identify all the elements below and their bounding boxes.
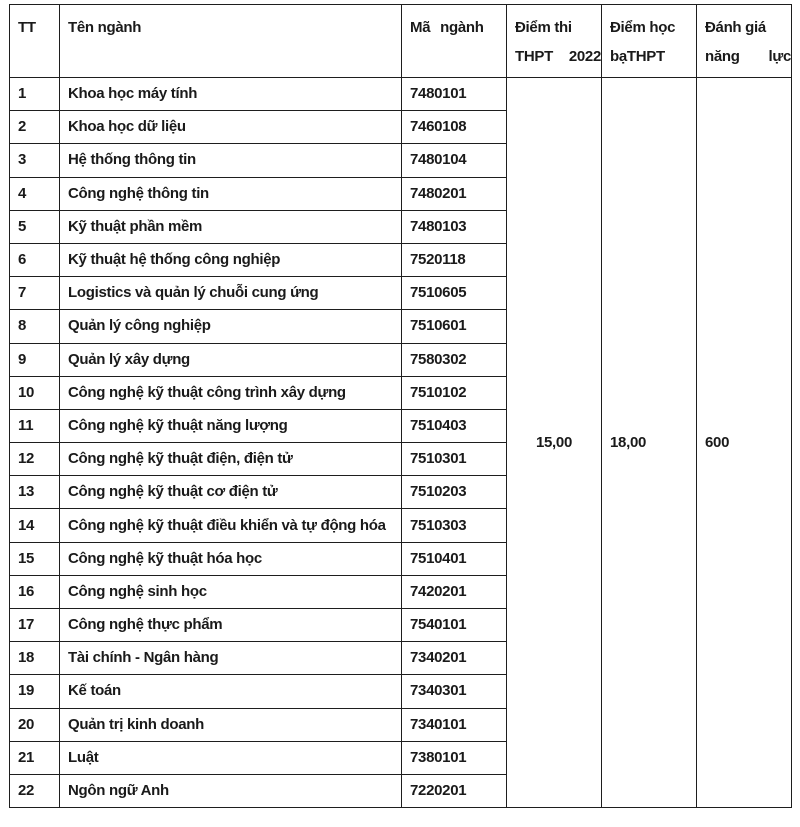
- row-tt: 17: [10, 609, 60, 642]
- header-row: [10, 5, 792, 78]
- row-tt: 2: [10, 111, 60, 144]
- row-major-name: Kỹ thuật phần mềm: [60, 210, 402, 243]
- row-major-code: 7340201: [402, 642, 507, 675]
- row-major-name: Hệ thống thông tin: [60, 144, 402, 177]
- row-major-code: 7510601: [402, 310, 507, 343]
- row-major-name: Ngôn ngữ Anh: [60, 774, 402, 807]
- header-tt: TT: [10, 5, 60, 78]
- row-major-code: 7480104: [402, 144, 507, 177]
- admission-scores-table: [9, 4, 792, 808]
- row-major-code: 7520118: [402, 243, 507, 276]
- row-tt: 11: [10, 409, 60, 442]
- row-tt: 15: [10, 542, 60, 575]
- row-tt: 22: [10, 774, 60, 807]
- score-thpt: 15,00: [507, 78, 602, 808]
- row-major-name: Công nghệ kỹ thuật cơ điện tử: [60, 476, 402, 509]
- row-major-name: Quản lý công nghiệp: [60, 310, 402, 343]
- row-tt: 3: [10, 144, 60, 177]
- row-tt: 8: [10, 310, 60, 343]
- row-major-name: Công nghệ kỹ thuật công trình xây dựng: [60, 376, 402, 409]
- row-tt: 4: [10, 177, 60, 210]
- row-major-name: Quản lý xây dựng: [60, 343, 402, 376]
- row-tt: 14: [10, 509, 60, 542]
- row-major-code: 7480103: [402, 210, 507, 243]
- table-row: [10, 78, 792, 111]
- row-major-name: Công nghệ thông tin: [60, 177, 402, 210]
- row-major-name: Công nghệ kỹ thuật hóa học: [60, 542, 402, 575]
- row-tt: 9: [10, 343, 60, 376]
- header-hocba-score: Điểm học bạTHPT: [602, 5, 697, 78]
- row-tt: 19: [10, 675, 60, 708]
- header-name: Tên ngành: [60, 5, 402, 78]
- row-tt: 7: [10, 277, 60, 310]
- row-tt: 6: [10, 243, 60, 276]
- row-major-name: Khoa học dữ liệu: [60, 111, 402, 144]
- row-major-code: 7510301: [402, 443, 507, 476]
- row-major-code: 7420201: [402, 575, 507, 608]
- row-major-code: 7510605: [402, 277, 507, 310]
- row-tt: 16: [10, 575, 60, 608]
- row-major-code: 7580302: [402, 343, 507, 376]
- row-tt: 12: [10, 443, 60, 476]
- row-major-name: Công nghệ kỹ thuật năng lượng: [60, 409, 402, 442]
- row-major-code: 7220201: [402, 774, 507, 807]
- row-tt: 1: [10, 78, 60, 111]
- row-major-name: Công nghệ kỹ thuật điều khiển và tự động hóa: [60, 509, 402, 542]
- row-tt: 18: [10, 642, 60, 675]
- row-tt: 10: [10, 376, 60, 409]
- row-major-name: Công nghệ kỹ thuật điện, điện tử: [60, 443, 402, 476]
- header-thpt-score: Điểm thi THPT 2022: [507, 5, 602, 78]
- row-major-name: Công nghệ sinh học: [60, 575, 402, 608]
- row-major-name: Khoa học máy tính: [60, 78, 402, 111]
- row-tt: 5: [10, 210, 60, 243]
- row-tt: 20: [10, 708, 60, 741]
- row-major-name: Quản trị kinh doanh: [60, 708, 402, 741]
- row-major-code: 7510203: [402, 476, 507, 509]
- row-tt: 13: [10, 476, 60, 509]
- row-major-code: 7480201: [402, 177, 507, 210]
- row-major-code: 7480101: [402, 78, 507, 111]
- score-hocba: 18,00: [602, 78, 697, 808]
- row-major-code: 7540101: [402, 609, 507, 642]
- score-dgnl: 600: [697, 78, 792, 808]
- row-major-code: 7510102: [402, 376, 507, 409]
- row-major-code: 7510403: [402, 409, 507, 442]
- row-major-code: 7340101: [402, 708, 507, 741]
- header-dgnl-score: Đánh giá năng lực: [697, 5, 792, 78]
- row-major-code: 7380101: [402, 741, 507, 774]
- row-major-code: 7510401: [402, 542, 507, 575]
- row-major-name: Kế toán: [60, 675, 402, 708]
- row-major-code: 7460108: [402, 111, 507, 144]
- row-major-name: Luật: [60, 741, 402, 774]
- row-major-name: Logistics và quản lý chuỗi cung ứng: [60, 277, 402, 310]
- table-body: [10, 78, 792, 808]
- row-major-code: 7340301: [402, 675, 507, 708]
- row-major-code: 7510303: [402, 509, 507, 542]
- header-code: Mã ngành: [402, 5, 507, 78]
- row-major-name: Tài chính - Ngân hàng: [60, 642, 402, 675]
- row-tt: 21: [10, 741, 60, 774]
- row-major-name: Kỹ thuật hệ thống công nghiệp: [60, 243, 402, 276]
- row-major-name: Công nghệ thực phẩm: [60, 609, 402, 642]
